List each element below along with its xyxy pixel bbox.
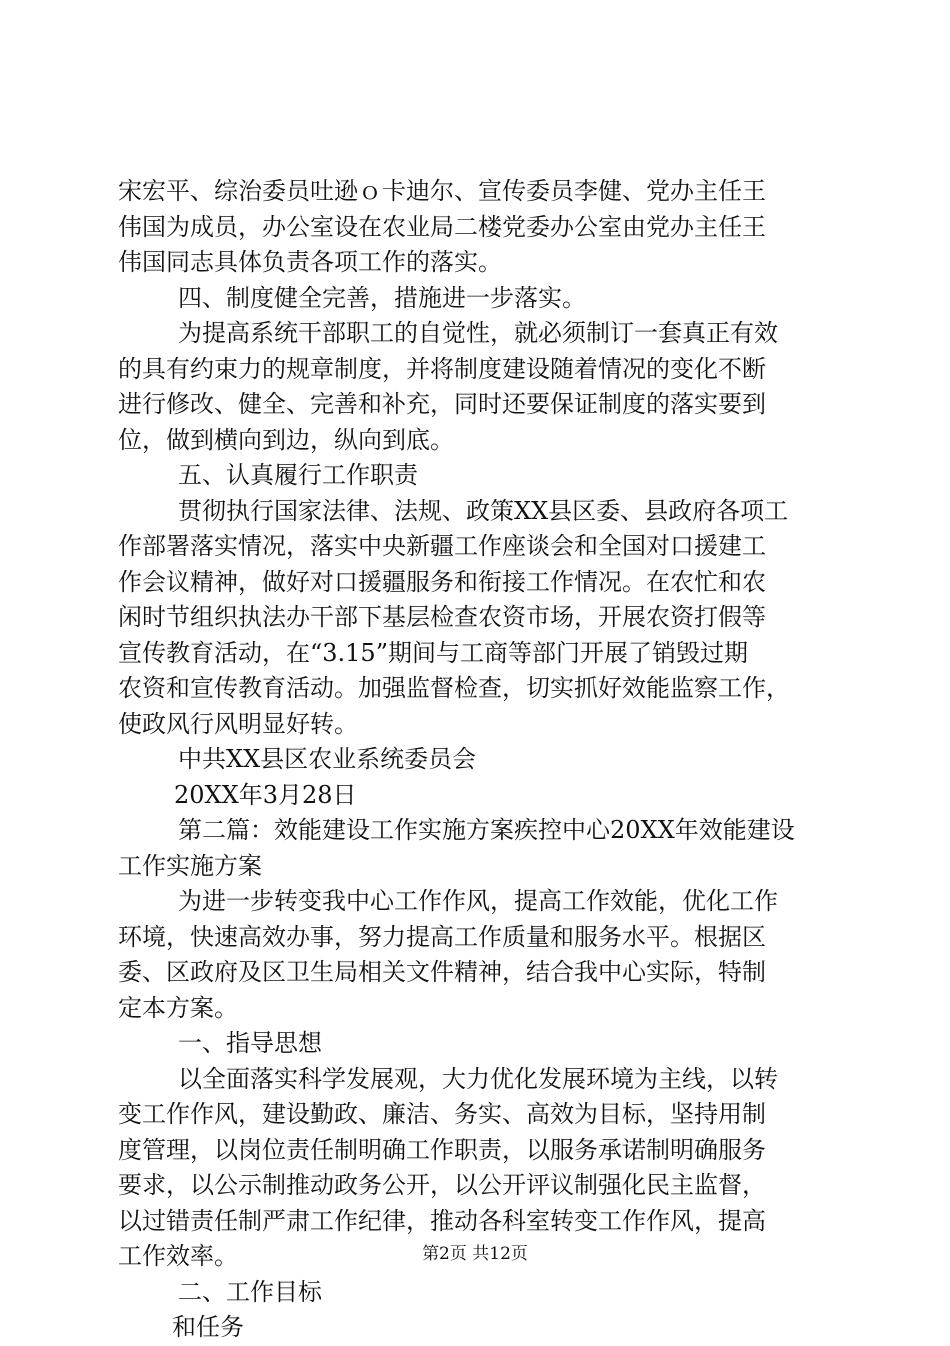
body-line: 农资和宣传教育活动。加强监督检查，切实抓好效能监察工作， [118,674,790,702]
body-line: 进行修改、健全、完善和补充，同时还要保证制度的落实要到 [118,390,766,418]
body-line: 以全面落实科学发展观，大力优化发展环境为主线，以转 [178,1064,778,1093]
section-heading: 四、制度健全完善，措施进一步落实。 [178,283,586,312]
body-line: 以过错责任制严肃工作纪律，推动各科室转变工作作风，提高 [118,1206,766,1235]
signature-organization: 中共XX县区农业系统委员会 [178,745,477,773]
section-heading-continued: 和任务 [172,1313,244,1341]
body-line: 度管理，以岗位责任制明确工作职责，以服务承诺制明确服务 [118,1135,766,1164]
body-line: 的具有约束力的规章制度，并将制度建设随着情况的变化不断 [118,354,766,383]
section-heading: 五、认真履行工作职责 [178,461,418,489]
section-heading: 二、工作目标 [178,1277,322,1306]
signature-date: 20XX年3月28日 [174,780,357,809]
body-line: 宣传教育活动，在“3.15”期间与工商等部门开展了销毁过期 [118,638,748,667]
chapter-heading: 第二篇：效能建设工作实施方案疾控中心20XX年效能建设 [178,816,795,844]
body-line: 使政风行风明显好转。 [118,709,358,738]
body-line: 为进一步转变我中心工作作风，提高工作效能，优化工作 [178,887,778,915]
page-number-footer: 第2页 共12页 [422,1244,528,1264]
body-line: 作会议精神，做好对口援疆服务和衔接工作情况。在农忙和农 [118,567,766,596]
body-line: 贯彻执行国家法律、法规、政策XX县区委、县政府各项工 [178,496,789,525]
body-line: 定本方案。 [118,993,238,1022]
section-heading: 一、指导思想 [178,1029,322,1057]
body-line: 变工作作风，建设勤政、廉洁、务实、高效为目标，坚持用制 [118,1100,766,1128]
body-line: 伟国同志具体负责各项工作的落实。 [118,248,502,276]
body-line: 环境，快速高效办事，努力提高工作质量和服务水平。根据区 [118,922,766,951]
body-line: 位，做到横向到边，纵向到底。 [118,425,454,454]
body-line: 伟国为成员，办公室设在农业局二楼党委办公室由党办主任王 [118,212,766,241]
body-line: 工作效率。 [118,1242,238,1270]
body-line: 闲时节组织执法办干部下基层检查农资市场，开展农资打假等 [118,603,766,631]
body-line: 委、区政府及区卫生局相关文件精神，结合我中心实际，特制 [118,958,766,986]
body-line: 要求，以公示制推动政务公开，以公开评议制强化民主监督， [118,1171,766,1199]
body-line: 作部署落实情况，落实中央新疆工作座谈会和全国对口援建工 [118,532,766,560]
document-body [118,174,838,1346]
chapter-heading-continued: 工作实施方案 [118,851,262,880]
body-line: 宋宏平、综治委员吐逊ｏ卡迪尔、宣传委员李健、党办主任王 [118,177,766,205]
body-line: 为提高系统干部职工的自觉性，就必须制订一套真正有效 [178,319,778,347]
